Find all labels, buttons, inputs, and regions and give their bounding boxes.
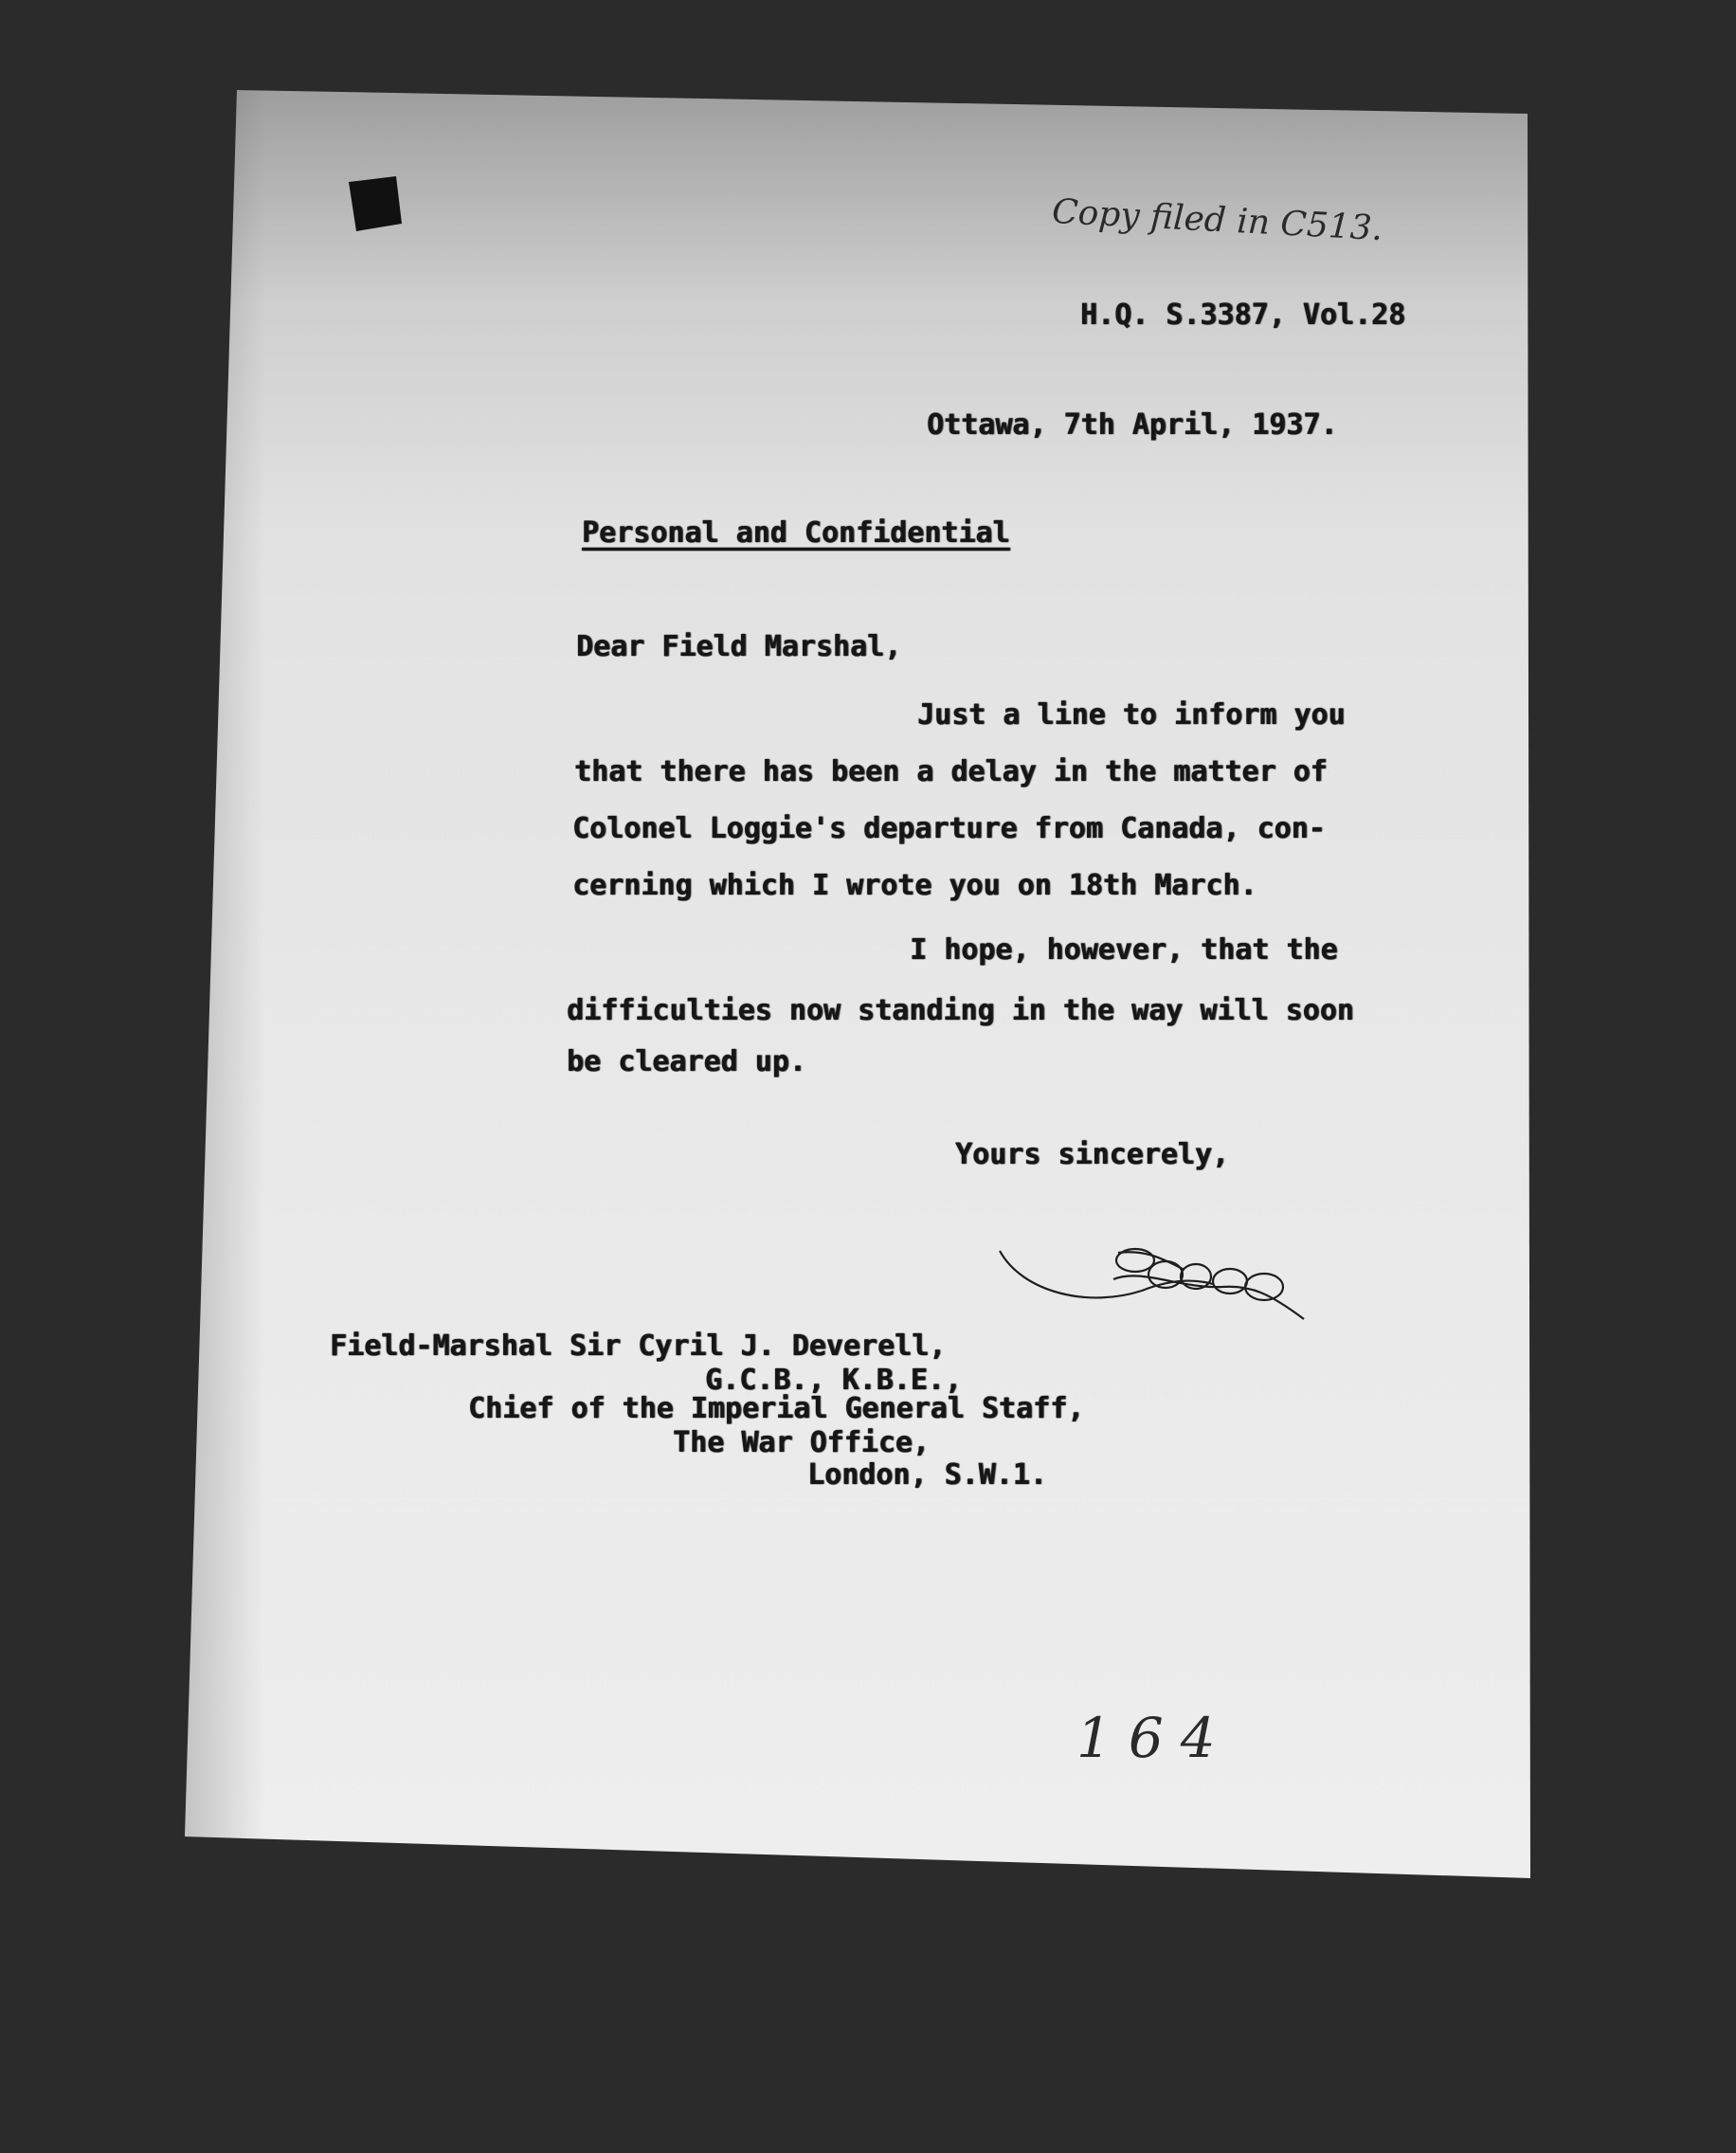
addressee-line-4: The War Office, — [673, 1426, 930, 1459]
body-line-7: be cleared up. — [567, 1045, 806, 1078]
handwritten-file-note: Copy filed in C513. — [1051, 191, 1384, 249]
body-line-5: I hope, however, that the — [910, 933, 1338, 967]
addressee-line-2: G.C.B., K.B.E., — [705, 1364, 962, 1397]
letter-heading: Personal and Confidential — [582, 516, 1010, 550]
punch-hole-mark — [349, 176, 402, 231]
salutation: Dear Field Marshal, — [576, 630, 902, 663]
closing: Yours sincerely, — [955, 1138, 1229, 1171]
page-number: 164 — [1076, 1706, 1233, 1770]
addressee-line-1: Field-Marshal Sir Cyril J. Deverell, — [330, 1330, 947, 1363]
addressee-line-3: Chief of the Imperial General Staff, — [468, 1392, 1085, 1425]
body-line-2: that there has been a delay in the matter of — [574, 755, 1328, 788]
addressee-line-5: London, S.W.1. — [807, 1458, 1047, 1492]
date-line: Ottawa, 7th April, 1937. — [927, 408, 1338, 442]
body-line-6: difficulties now standing in the way will soon — [567, 994, 1354, 1027]
body-line-3: Colonel Loggie's departure from Canada, con- — [572, 812, 1326, 845]
reference-number: H.Q. S.3387, Vol.28 — [1080, 299, 1406, 332]
body-line-1: Just a line to inform you — [917, 698, 1346, 732]
body-line-4: cerning which I wrote you on 18th March. — [572, 869, 1257, 902]
